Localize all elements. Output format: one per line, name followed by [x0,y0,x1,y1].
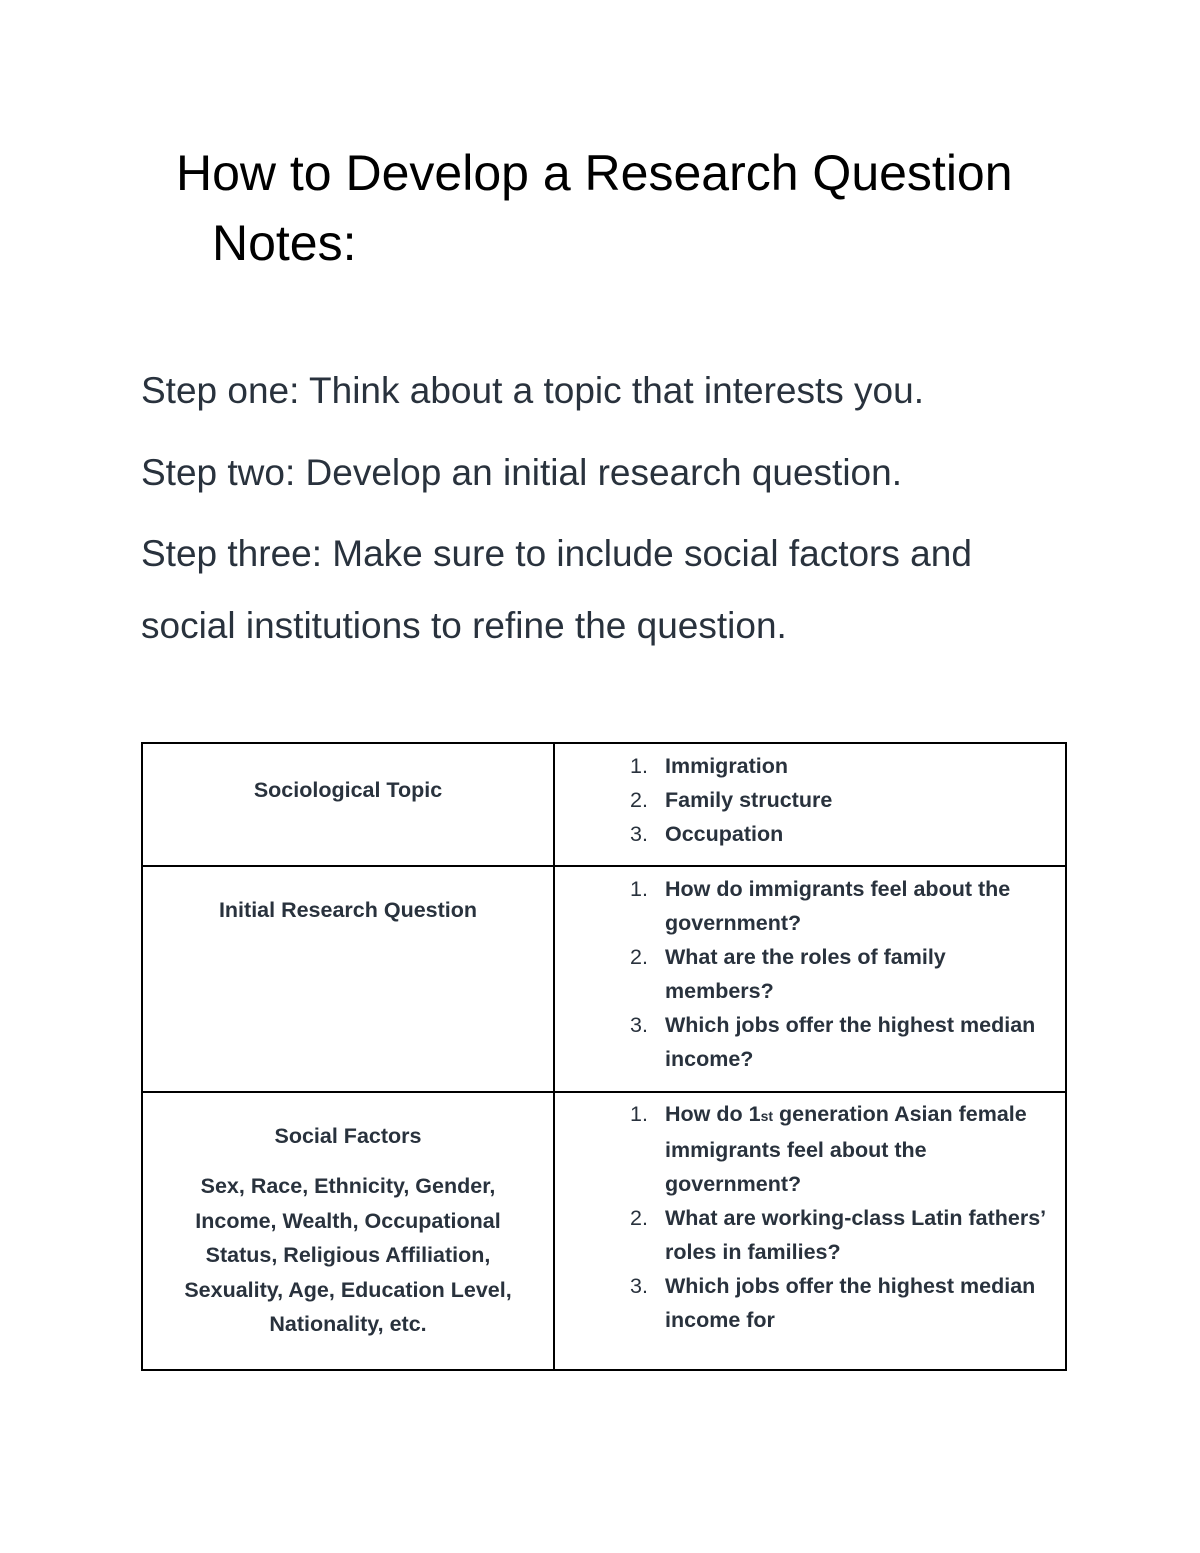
question-list [555,867,1065,1076]
list-number: 2. [630,788,648,812]
row-label-cell [142,866,554,1092]
list-number: 1. [630,1102,648,1126]
step-one: Step one: Think about a topic that interests you. [141,370,924,411]
topic-list [555,744,1065,851]
row-label-cell [142,1092,554,1370]
sociological-topic-label: Sociological Topic [253,778,443,802]
social-factors-label: Social Factors [274,1124,422,1148]
step-two: Step two: Develop an initial research question. [141,452,902,493]
list-item-text: Which jobs offer the highest median income for [665,1274,1036,1332]
list-item [555,783,1051,817]
list-item [555,940,1051,1008]
row-content-cell [554,1092,1066,1370]
list-item-text: Family structure [665,788,833,812]
list-item [555,817,1051,851]
list-item-text: How do immigrants feel about the government? [665,877,1011,935]
refined-question-list [555,1093,1065,1337]
list-item-text: What are the roles of family members? [665,945,946,1003]
list-number: 3. [630,1013,648,1037]
social-factors-description: Sex, Race, Ethnicity, Gender, Income, Wealth, Occupational Status, Religious Affiliation, Sexuality, Age, Education Level, Nationality, etc. [184,1174,512,1336]
row-content-cell [554,866,1066,1092]
list-number: 2. [630,945,648,969]
step-three-continued: social institutions to refine the question. [141,605,787,646]
table-row [142,743,1066,866]
page-title: How to Develop a Research Question [176,145,1013,201]
step-three: Step three: Make sure to include social factors and [141,533,972,574]
row-content-cell [554,743,1066,866]
list-item [555,1008,1051,1076]
list-item-text: Occupation [665,822,784,846]
initial-research-question-label: Initial Research Question [218,898,478,922]
list-number: 3. [630,822,648,846]
ordinal-suffix: st [760,1108,774,1124]
list-number: 2. [630,1206,648,1230]
table-row [142,866,1066,1092]
list-number: 1. [630,754,648,778]
list-item [555,872,1051,940]
list-item-text: What are working-class Latin fathers’ roles in families? [665,1206,1045,1264]
row-label-cell [142,743,554,866]
list-number: 1. [630,877,648,901]
list-item-text: Immigration [665,754,789,778]
list-item [555,1269,1051,1337]
list-item [555,1201,1051,1269]
list-item-text-end: generation Asian female immigrants feel about the government? [665,1102,1027,1196]
list-item [555,1097,1051,1201]
list-item-text: Which jobs offer the highest median income? [665,1013,1036,1071]
table-row [142,1092,1066,1370]
list-number: 3. [630,1274,648,1298]
list-item [555,749,1051,783]
research-question-table [141,742,1067,1371]
list-item-text-start: How do 1 [665,1102,761,1126]
notes-heading: Notes: [212,215,357,271]
